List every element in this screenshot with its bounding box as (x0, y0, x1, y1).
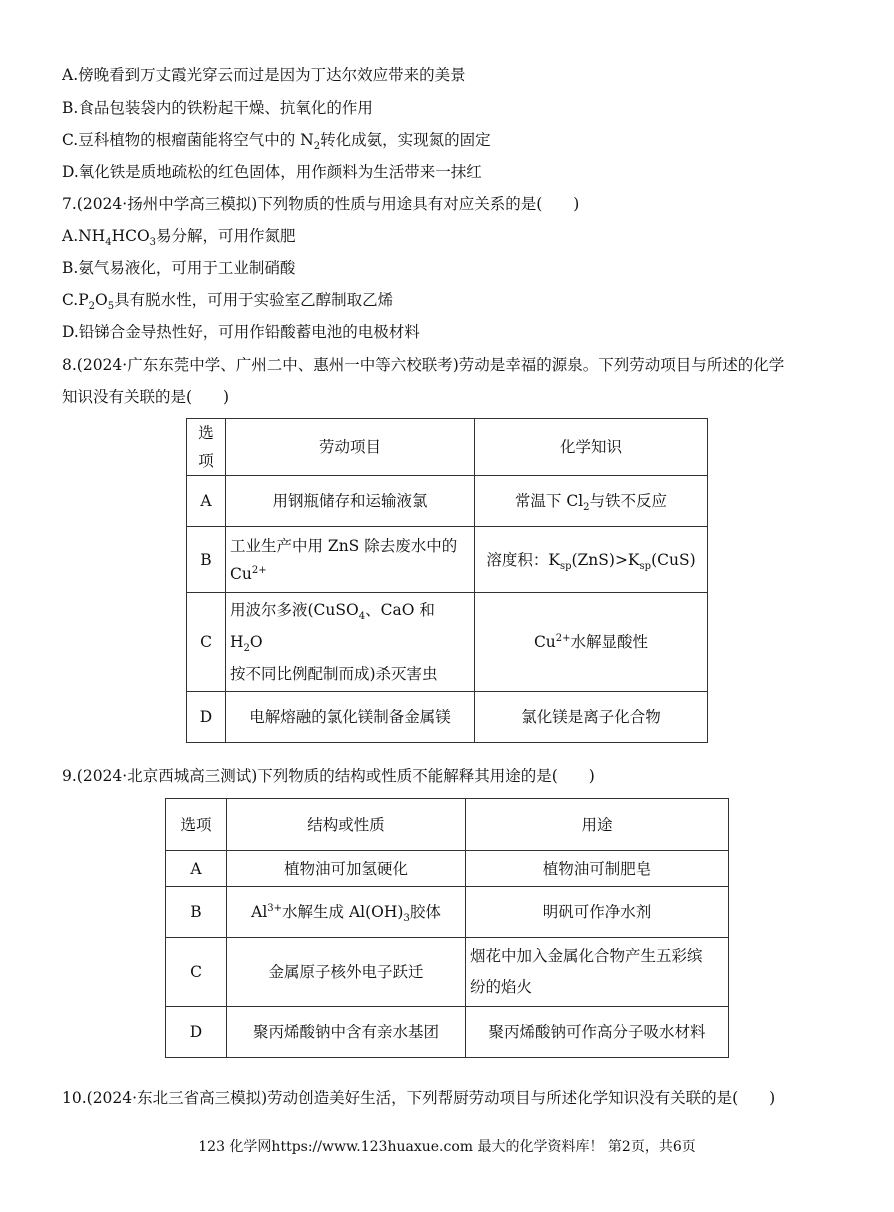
q8-row-b (187, 527, 708, 593)
q6-option-b: B.食品包装袋内的铁粉起干燥、抗氧化的作用 (62, 99, 373, 117)
q8-row-c-knowledge: $Cu^{2+}$水解显酸性 (475, 593, 708, 692)
q9-header-option: 选项 (166, 799, 227, 851)
q9-row-c-property: 金属原子核外电子跃迁 (227, 938, 466, 1007)
q8-row-d-knowledge: 氯化镁是离子化合物 (475, 692, 708, 743)
q7-option-c: $C.P_2O_5$具有脱水性，可用于实验室乙醇制取乙烯 (62, 291, 394, 313)
q8-row-b-labor: 工业生产中用 ZnS 除去废水中的 $Cu^{2+}$ (226, 527, 475, 593)
q9-row-a-option: A (166, 851, 227, 887)
q8-row-a-labor: 用钢瓶储存和运输液氯 (226, 476, 475, 527)
q8-table (186, 418, 708, 743)
q8-row-c-labor: 用波尔多液(CuSO$_4$、CaO 和 $H_2O$ 按不同比例配制而成)杀灭害虫 (226, 593, 475, 692)
q10-stem: 10.(2024·东北三省高三模拟)劳动创造美好生活，下列帮厨劳动项目与所述化学知识没有关联的是( ) (62, 1089, 776, 1107)
q8-row-d-option: D (187, 692, 226, 743)
q9-row-b (166, 887, 729, 938)
q9-row-d-use: 聚丙烯酸钠可作高分子吸水材料 (466, 1007, 729, 1058)
q8-row-a-knowledge: 常温下 $Cl_2$与铁不反应 (475, 476, 708, 527)
q9-header-row (166, 799, 729, 851)
q9-row-c-option: C (166, 938, 227, 1007)
q9-row-d-option: D (166, 1007, 227, 1058)
q7-option-b: B.氨气易液化，可用于工业制硝酸 (62, 259, 296, 277)
q9-table (165, 798, 729, 1058)
q8-header-row (187, 419, 708, 476)
q8-stem-line1: 8.(2024·广东东莞中学、广州二中、惠州一中等六校联考)劳动是幸福的源泉。下列劳动项目与所述的化学 (62, 356, 785, 374)
q9-stem: 9.(2024·北京西城高三测试)下列物质的结构或性质不能解释其用途的是( ) (62, 767, 595, 785)
page-footer: 123 化学网https://www.123huaxue.com 最大的化学资料库！ 第2页，共6页 (198, 1139, 696, 1155)
q8-header-option: 选项 (187, 419, 226, 476)
q7-stem: 7.(2024·扬州中学高三模拟)下列物质的性质与用途具有对应关系的是( ) (62, 195, 580, 213)
q6-option-d: D.氧化铁是质地疏松的红色固体，用作颜料为生活带来一抹红 (62, 163, 482, 181)
q9-row-b-property: $Al^{3+}$水解生成 $Al(OH)_3$胶体 (227, 887, 466, 938)
q6-option-c: C.豆科植物的根瘤菌能将空气中的 $N_2$转化成氨，实现氮的固定 (62, 131, 491, 153)
q9-row-d (166, 1007, 729, 1058)
q9-row-c-use: 烟花中加入金属化合物产生五彩缤 纷的焰火 (466, 938, 729, 1007)
q9-row-c (166, 938, 729, 1007)
q8-row-c (187, 593, 708, 692)
q9-row-a (166, 851, 729, 887)
q8-row-d (187, 692, 708, 743)
q9-header-use: 用途 (466, 799, 729, 851)
q8-stem-line2: 知识没有关联的是( ) (62, 388, 230, 406)
q8-header-knowledge: 化学知识 (475, 419, 708, 476)
q9-row-b-option: B (166, 887, 227, 938)
q8-row-b-option: B (187, 527, 226, 593)
q9-row-d-property: 聚丙烯酸钠中含有亲水基团 (227, 1007, 466, 1058)
q8-row-b-knowledge: 溶度积：$K_{sp}(ZnS)>K_{sp}(CuS)$ (475, 527, 708, 593)
q8-row-d-labor: 电解熔融的氯化镁制备金属镁 (226, 692, 475, 743)
q8-row-a (187, 476, 708, 527)
q9-header-property: 结构或性质 (227, 799, 466, 851)
q9-row-b-use: 明矾可作净水剂 (466, 887, 729, 938)
q8-header-labor: 劳动项目 (226, 419, 475, 476)
q7-option-d: D.铅锑合金导热性好，可用作铅酸蓄电池的电极材料 (62, 323, 420, 341)
q8-row-c-option: C (187, 593, 226, 692)
q7-option-a: $A.NH_4HCO_3$易分解，可用作氮肥 (62, 227, 296, 249)
q9-row-a-property: 植物油可加氢硬化 (227, 851, 466, 887)
q8-row-a-option: A (187, 476, 226, 527)
q9-row-a-use: 植物油可制肥皂 (466, 851, 729, 887)
q6-option-a: A.傍晚看到万丈霞光穿云而过是因为丁达尔效应带来的美景 (62, 66, 466, 84)
